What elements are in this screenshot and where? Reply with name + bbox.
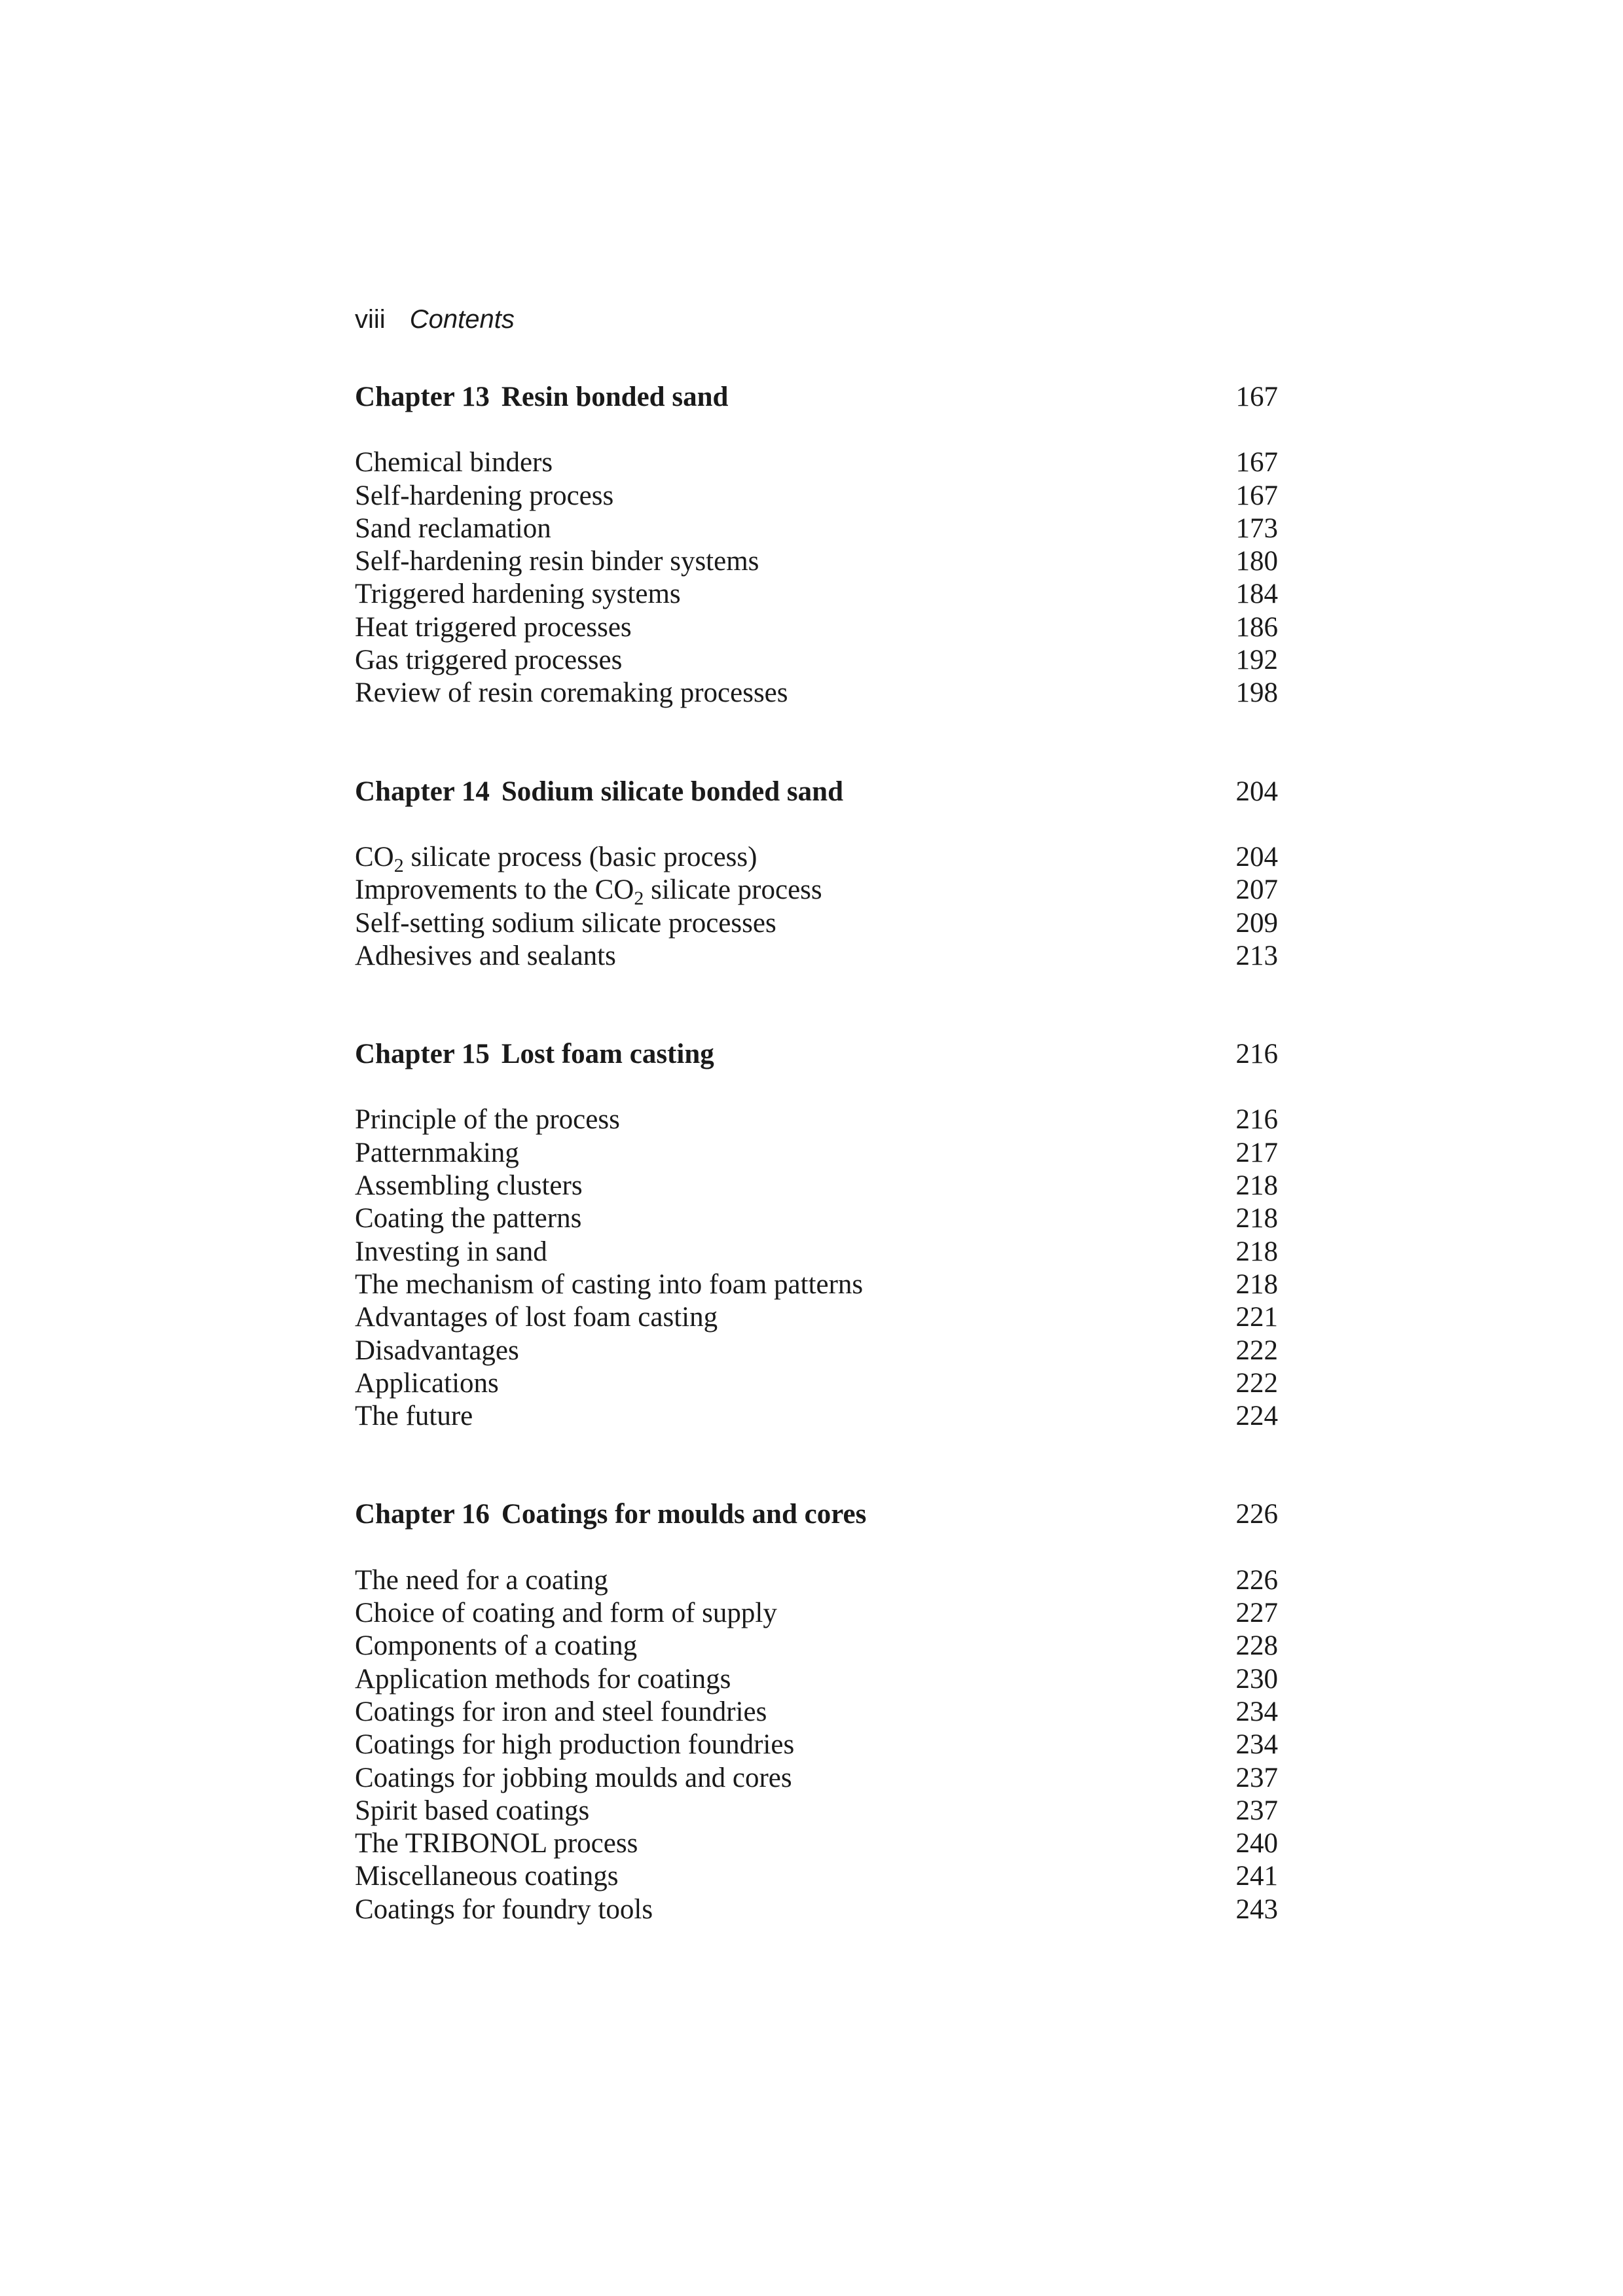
section-page-number: 241 bbox=[1235, 1861, 1278, 1892]
subscript: 2 bbox=[634, 887, 644, 910]
section-page-number: 224 bbox=[1235, 1401, 1278, 1432]
section-page-number: 180 bbox=[1235, 546, 1278, 577]
section-title: Disadvantages bbox=[355, 1335, 519, 1366]
chapter-label bbox=[355, 1498, 866, 1531]
section-page-number: 167 bbox=[1235, 447, 1278, 478]
section-title: Coatings for jobbing moulds and cores bbox=[355, 1762, 792, 1793]
running-title: Contents bbox=[409, 305, 515, 334]
section-page-number: 167 bbox=[1235, 480, 1278, 511]
section-title-text: silicate process bbox=[644, 874, 822, 906]
section-entry[interactable] bbox=[355, 907, 1278, 940]
chapter-block bbox=[355, 381, 1278, 710]
chapter-heading[interactable] bbox=[355, 1498, 1278, 1531]
section-entry[interactable] bbox=[355, 1630, 1278, 1662]
chapter-page-number: 226 bbox=[1235, 1499, 1278, 1530]
section-title: Review of resin coremaking processes bbox=[355, 677, 788, 709]
section-title-text: Improvements to the CO bbox=[355, 874, 634, 906]
section-page-number: 237 bbox=[1235, 1762, 1278, 1793]
section-page-number: 218 bbox=[1235, 1170, 1278, 1202]
section-page-number: 227 bbox=[1235, 1598, 1278, 1629]
section-page-number: 237 bbox=[1235, 1795, 1278, 1826]
section-page-number: 243 bbox=[1235, 1893, 1278, 1925]
section-title: Self-hardening resin binder systems bbox=[355, 546, 759, 577]
section-title: The need for a coating bbox=[355, 1564, 608, 1596]
section-entry[interactable] bbox=[355, 940, 1278, 973]
section-title: Applications bbox=[355, 1367, 499, 1399]
section-page-number: 221 bbox=[1235, 1302, 1278, 1333]
chapter-title: Resin bonded sand bbox=[501, 382, 729, 412]
section-page-number: 218 bbox=[1235, 1268, 1278, 1300]
section-entry[interactable] bbox=[355, 512, 1278, 545]
section-page-number: 173 bbox=[1235, 512, 1278, 544]
section-entry[interactable] bbox=[355, 874, 1278, 910]
section-entry[interactable] bbox=[355, 1268, 1278, 1301]
section-page-number: 228 bbox=[1235, 1630, 1278, 1662]
section-title-text: silicate process (basic process) bbox=[403, 841, 757, 872]
section-entry[interactable] bbox=[355, 644, 1278, 677]
section-entry[interactable] bbox=[355, 1202, 1278, 1235]
section-entry[interactable] bbox=[355, 1827, 1278, 1860]
section-entry[interactable] bbox=[355, 1137, 1278, 1170]
section-entry[interactable] bbox=[355, 1335, 1278, 1367]
chapter-block bbox=[355, 776, 1278, 973]
chapter-block bbox=[355, 1038, 1278, 1433]
section-title: Sand reclamation bbox=[355, 512, 551, 544]
section-page-number: 234 bbox=[1235, 1696, 1278, 1727]
section-title: Self-hardening process bbox=[355, 480, 614, 511]
section-page-number: 216 bbox=[1235, 1104, 1278, 1136]
section-title: Components of a coating bbox=[355, 1630, 638, 1662]
section-title: Spirit based coatings bbox=[355, 1795, 590, 1826]
section-page-number: 207 bbox=[1235, 874, 1278, 906]
section-page-number: 184 bbox=[1235, 579, 1278, 610]
section-title: Triggered hardening systems bbox=[355, 579, 681, 610]
section-entry[interactable] bbox=[355, 545, 1278, 578]
section-entry[interactable] bbox=[355, 480, 1278, 512]
section-entry[interactable] bbox=[355, 841, 1278, 874]
section-entry[interactable] bbox=[355, 1597, 1278, 1630]
section-page-number: 240 bbox=[1235, 1828, 1278, 1859]
section-title: Heat triggered processes bbox=[355, 611, 632, 643]
section-page-number: 222 bbox=[1235, 1367, 1278, 1399]
chapter-heading[interactable] bbox=[355, 776, 1278, 808]
section-page-number: 198 bbox=[1235, 677, 1278, 709]
section-page-number: 217 bbox=[1235, 1137, 1278, 1168]
chapter-block bbox=[355, 1498, 1278, 1926]
section-page-number: 218 bbox=[1235, 1203, 1278, 1234]
chapter-number: Chapter 13 bbox=[355, 382, 490, 412]
section-title: Coating the patterns bbox=[355, 1203, 582, 1234]
section-entry[interactable] bbox=[355, 1400, 1278, 1433]
chapter-heading[interactable] bbox=[355, 381, 1278, 414]
section-title: Choice of coating and form of supply bbox=[355, 1598, 777, 1629]
section-title: Coatings for high production foundries bbox=[355, 1729, 795, 1761]
section-title: Self-setting sodium silicate processes bbox=[355, 907, 776, 939]
section-title: Adhesives and sealants bbox=[355, 940, 616, 971]
section-entry[interactable] bbox=[355, 611, 1278, 644]
section-entry[interactable] bbox=[355, 1301, 1278, 1334]
chapter-title: Lost foam casting bbox=[501, 1039, 714, 1070]
section-title: Gas triggered processes bbox=[355, 645, 623, 676]
section-title: Chemical binders bbox=[355, 447, 553, 478]
section-page-number: 209 bbox=[1235, 907, 1278, 939]
section-entry[interactable] bbox=[355, 1893, 1278, 1926]
section-title bbox=[355, 841, 757, 874]
chapter-number: Chapter 14 bbox=[355, 776, 490, 807]
section-title: Investing in sand bbox=[355, 1236, 547, 1267]
section-title: Assembling clusters bbox=[355, 1170, 583, 1202]
chapter-page-number: 167 bbox=[1235, 382, 1278, 412]
chapter-number: Chapter 15 bbox=[355, 1039, 490, 1070]
chapter-label bbox=[355, 1038, 714, 1071]
chapter-label bbox=[355, 381, 728, 414]
section-title: The mechanism of casting into foam patterns bbox=[355, 1268, 864, 1300]
section-entry[interactable] bbox=[355, 1860, 1278, 1893]
chapter-number: Chapter 16 bbox=[355, 1499, 490, 1530]
section-page-number: 213 bbox=[1235, 940, 1278, 971]
section-entry[interactable] bbox=[355, 1236, 1278, 1268]
chapter-title: Sodium silicate bonded sand bbox=[501, 776, 843, 807]
section-page-number: 192 bbox=[1235, 645, 1278, 676]
chapter-page-number: 204 bbox=[1235, 776, 1278, 807]
section-page-number: 222 bbox=[1235, 1335, 1278, 1366]
section-page-number: 218 bbox=[1235, 1236, 1278, 1267]
section-title: Patternmaking bbox=[355, 1137, 519, 1168]
section-title: The future bbox=[355, 1401, 473, 1432]
section-title: Principle of the process bbox=[355, 1104, 620, 1136]
section-page-number: 230 bbox=[1235, 1663, 1278, 1695]
section-entry[interactable] bbox=[355, 446, 1278, 479]
section-entry[interactable] bbox=[355, 1564, 1278, 1597]
section-title bbox=[355, 874, 822, 910]
section-title: Coatings for iron and steel foundries bbox=[355, 1696, 767, 1727]
section-title-text: CO bbox=[355, 841, 394, 872]
section-page-number: 234 bbox=[1235, 1729, 1278, 1761]
page-folio: viii bbox=[355, 305, 386, 334]
section-entry[interactable] bbox=[355, 1367, 1278, 1400]
chapter-label bbox=[355, 776, 843, 808]
section-page-number: 204 bbox=[1235, 841, 1278, 872]
chapter-title: Coatings for moulds and cores bbox=[501, 1499, 867, 1530]
section-title: The TRIBONOL process bbox=[355, 1828, 638, 1859]
subscript: 2 bbox=[393, 853, 404, 876]
section-title: Application methods for coatings bbox=[355, 1663, 731, 1695]
section-title: Miscellaneous coatings bbox=[355, 1861, 619, 1892]
table-of-contents bbox=[355, 381, 1278, 1926]
section-entry[interactable] bbox=[355, 1103, 1278, 1136]
chapter-heading[interactable] bbox=[355, 1038, 1278, 1071]
section-title: Advantages of lost foam casting bbox=[355, 1302, 718, 1333]
section-entry[interactable] bbox=[355, 677, 1278, 709]
section-page-number: 186 bbox=[1235, 611, 1278, 643]
section-entry[interactable] bbox=[355, 1170, 1278, 1202]
section-title: Coatings for foundry tools bbox=[355, 1893, 653, 1925]
section-page-number: 226 bbox=[1235, 1564, 1278, 1596]
section-entry[interactable] bbox=[355, 1795, 1278, 1827]
section-entry[interactable] bbox=[355, 1762, 1278, 1795]
page-header bbox=[355, 300, 515, 339]
section-entry[interactable] bbox=[355, 1729, 1278, 1761]
section-entry[interactable] bbox=[355, 578, 1278, 611]
section-entry[interactable] bbox=[355, 1663, 1278, 1696]
chapter-page-number: 216 bbox=[1235, 1039, 1278, 1070]
section-entry[interactable] bbox=[355, 1696, 1278, 1729]
